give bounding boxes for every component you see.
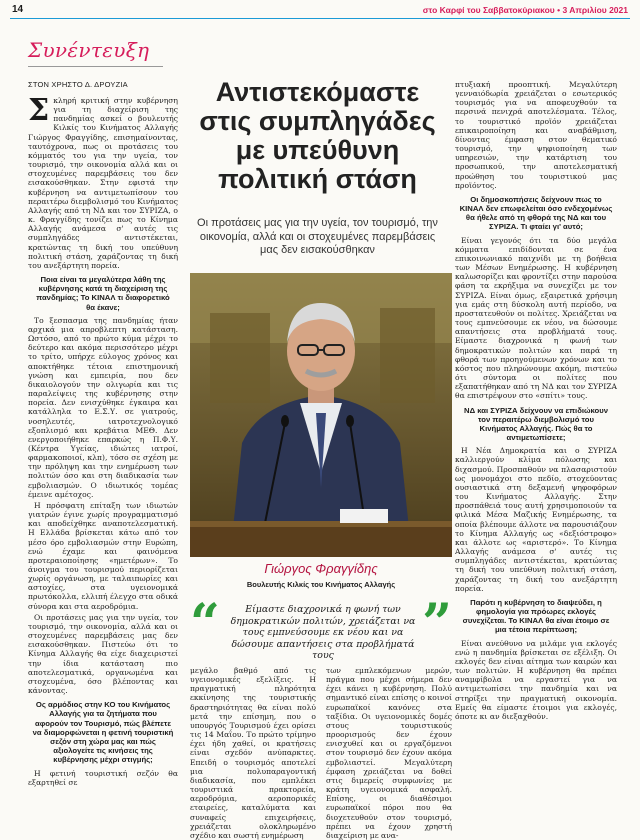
pull-quote-text: Είμαστε διαχρονικά η φωνή των δημοκρατικών πολιτών, χρειάζεται να τους εμπνεύσουμε εκ νέου και να δώσουμε απαντήσεις στα προβλήματά τους bbox=[230, 604, 416, 661]
close-quote-icon: ” bbox=[422, 593, 452, 654]
photo-caption-name: Γιώργος Φραγγίδης bbox=[264, 561, 378, 576]
byline: ΣΤΟΝ ΧΡΗΣΤΟ Δ. ΔΡΟΥΖΙΑ bbox=[28, 80, 128, 89]
section-label: Συνέντευξη bbox=[28, 38, 150, 62]
photo-illustration bbox=[190, 273, 452, 557]
question-5: Παρότι η κυβέρνηση το διαψεύδει, η φημολογία για πρόωρες εκλογές συνεχίζεται. Το ΚΙΝΑΛ θα είναι έτοιμο σε μια τέτοια περίπτωση; bbox=[462, 597, 610, 635]
article-subtitle: Οι προτάσεις μας για την υγεία, τον τουρισμό, την οικονομία, αλλά και οι στοχευμένες παρεμβάσεις μας δεν εισακούσθηκαν bbox=[197, 217, 438, 256]
answer-1-paragraph-3: Οι προτάσεις μας για την υγεία, τον τουρισμό, την οικονομία, αλλά και οι στοχευμένες παρεμβάσεις μας δεν εισακούσθηκαν. Πιστεύω ότι το Κίνημα Αλλαγής θα είχε διαχειριστεί την ίδια κατάσταση πιο αποτελεσματικά, οργανωμένα και στοχευμένα, όσο βλέποντας και κάνοντας. bbox=[28, 612, 178, 696]
question-4: ΝΔ και ΣΥΡΙΖΑ δείχνουν να επιδιώκουν τον περαιτέρω διεμβολισμό του Κινήματος Αλλαγής. Πώς θα το αντιμετωπίσετε; bbox=[464, 405, 608, 443]
bottom-columns bbox=[190, 666, 452, 840]
answer-1-paragraph-2: Η πρόσφατη επίταξη των ιδιωτών γιατρών έγινε χωρίς προγραμματισμό και αποδείχθηκε αναποτελεσματική. Η Ελλάδα βρίσκεται κάτω από τον μέσο όρο εμβολιασμών στην Ευρώπη, ενώ έχαμε και φαινόμενα προτεραιοποίησης «ημετέρων». Το άνοιγμα του τουρισμού περιορίζεται χωρίς οργάνωση, με ταλαιπωρίες και αστοχίες, στα υγειονομικά πρωτόκολλα, ελλιπή έλεγχο στα οδικά σύνορα και στα αεροδρόμια. bbox=[28, 500, 178, 611]
drop-cap: Σ bbox=[28, 93, 50, 128]
answer-2-paragraph: Η φετινή τουριστική σεζόν θα εξαρτηθεί σε bbox=[28, 768, 178, 787]
answer-4-paragraph: Η Νέα Δημοκρατία και ο ΣΥΡΙΖΑ καλλιεργούν κλίμα πόλωσης και διχασμού. Προσπαθούν να πλασαριστούν ως μονομάχοι στο πεδίο, στοχεύοντας ουσιαστικά στη δεξαμενή ψηφοφόρων του Κινήματος Αλλαγής. Στην προσπάθειά τους αυτή χρησιμοποιούν τα φιλικά Μέσα Μαζικής Ενημέρωσης, τα οποία βλέπουμε άλλοτε να παρουσιάζουν το Κίνημα Αλλαγής ως «δεξιόστροφο» και άλλοτε ως «αριστερό». Το Κίνημα Αλλαγής ανάμεσα σ' αυτές τις συμπληγάδες αντιστέκεται, κρατώντας τη δική του υπεύθυνη πολιτική στάση, χαράζοντας τη δική του ανεξάρτητη πορεία. bbox=[455, 446, 617, 593]
photo-caption-role: Βουλευτής Κιλκίς του Κινήματος Αλλαγής bbox=[246, 580, 396, 589]
question-2: Ος αρμόδιος στην ΚΟ του Κινήματος Αλλαγής για τα ζητήματα που αφορούν τον Τουρισμό, πώς βλέπετε να διαμορφώνεται η φετινή τουριστική σεζόν στη χώρα μας και πώς αξιολογείτε τις κινήσεις της κυβέρνησης μέχρι στιγμής; bbox=[32, 700, 174, 765]
page-header bbox=[10, 2, 630, 19]
question-1: Ποια είναι τα μεγαλύτερα λάθη της κυβέρνησης κατά τη διαχείριση της πανδημίας; Το ΚΙΝΑΛ τι διαφορετικό θα έκανε; bbox=[36, 274, 170, 312]
bottom-column-2: των εμπλεκόμενων μερών, πράγμα που μέχρι σήμερα δεν έχει κάνει η κυβέρνηση. Πολύ σημαντικό είναι επίσης ο κοινοί ευρωπαϊκοί κανόνες στα ταξίδια. Οι υγειονομικές δομές στους τουριστικούς προορισμούς δεν έχουν ενισχυθεί και οι εργαζόμενοι στον τουρισμό δεν έχουν ακόμα εμβολιαστεί. Μεγαλύτερη έμφαση χρειάζεται να δοθεί στις διμερείς συμφωνίες με κράτη υγειονομικά ασφαλή. Επίσης, οι διαθέσιμοι ευρωπαϊκοί πόροι που θα διοχετευθούν στον τουρισμό, πρέπει να έχουν χρηστή διαχείριση με ανα- bbox=[326, 666, 452, 840]
column-1 bbox=[28, 93, 178, 794]
answer-5-paragraph: Είναι ανεύθυνο να μιλάμε για εκλογές ενώ η πανδημία βρίσκεται σε εξέλιξη. Οι εκλογές δεν είναι αίτημα των καιρών και των πολιτών. Η κυβέρνηση θα πρέπει αναμφίβολα να εργαστεί για να αντιμετωπίσει την πανδημία και να στηρίξει την πραγματική οικονομία. Εμείς θα είμαστε έτοιμοι για εκλογές, όποτε κι αν διεξαχθούν. bbox=[455, 638, 617, 721]
page-number: 14 bbox=[12, 4, 24, 15]
section-divider bbox=[28, 66, 163, 67]
intro-paragraph: Σκληρή κριτική στην κυβέρνηση για τη διαχείριση της πανδημίας ασκεί ο βουλευτής Κιλκίς του Κινήματος Αλλαγής Γιώργος Φραγγίδης, επισημαίνοντας, ταυτόχρονα, πως οι προτάσεις του κόμματός του για την υγεία, τον τουρισμό, την οικονομία αλλά και οι στοχευμένες παρεμβάσεις του δεν εισακούσθηκαν. Στην εφιστά την κυβέρνηση να αντιμετωπίσουν του περαιτέρω διεμβολισμό του Κινήματος Αλλαγής από τη ΝΔ και τον ΣΥΡΙΖΑ, ο κ. Φραγγίδης τονίζει πως το Κίνημα Αλλαγής ανάμεσα σ' αυτές τις συμπληγάδες αντιστέκεται, κρατώντας τη δική του υπεύθυνη πολιτική στάση, χαράζοντας τη δική του ανεξάρτητη πορεία. bbox=[28, 93, 178, 270]
pull-quote bbox=[190, 593, 452, 664]
column-3 bbox=[455, 80, 617, 794]
portrait-photo bbox=[190, 273, 452, 557]
publication-line: στο Καρφί του Σαββατοκύριακου • 3 Απριλίου 2021 bbox=[422, 5, 628, 15]
question-3: Οι δημοσκοπήσεις δείχνουν πως το ΚΙΝΑΛ δεν επωφελείται όσο ενδεχομένως θα ήθελε από τη φθορά της ΝΔ και του ΣΥΡΙΖΑ. Τι φταίει γι' αυτό; bbox=[459, 194, 613, 232]
answer-1-paragraph: Το ξεσπασμα της πανδημίας ήταν αρχικά μια απροβλεπτη κατάσταση. Ωστόσο, από το πρώτο κύμα μέχρι το δεύτερο και ακόμα περισσότερο μέχρι το τρίτο, υπήρχε εύλογος χρόνος και αποκτήθηκε τέτοια επιστημονική γνώση και εμπειρία, που δεν δικαιολογούν την ολιγωρία και τις παραλείψεις της κυβέρνησης στην πορεία. Δεν ενισχύθηκε έγκαιρα και κατάλληλα το Ε.Σ.Υ. σε γιατρούς, νοσηλευτές, ιατροτεχνολογικό εξοπλισμό και κρεβάτια ΜΕΘ. Δεν ενεργοποιήθηκε επαρκώς η Π.Φ.Υ. (Κέντρα Υγείας, ιδιώτες ιατροί, φαρμακοποιοί, κλπ), τόσο σε σχέση με την πρόληψη και την ενημέρωση των πολιτών όσο και στη διαδικασία των εμβολιασμών. Ο ιδιωτικός τομέας έμεινε αμέτοχος. bbox=[28, 315, 178, 499]
col3-paragraph-1: πτυξιακή προοπτική. Μεγαλύτερη γενναιόδωρία χρειάζεται ο εσωτερικός τουρισμός για να αποφευχθούν τα περσινά πενιχρά αποτελέσματα. Τέλος, το τουριστικό προϊόν χρειάζεται επικαιροποίηση και αναβάθμιση, δίνοντας έμφαση στον θεματικό τουρισμό, την ψηφιοποίηση των υπηρεσιών, την κατάρτιση του προσωπικού, την αποτελεσματική προώθηση του τουριστικού μας προϊόντος. bbox=[455, 80, 617, 190]
open-quote-icon: “ bbox=[190, 593, 220, 654]
bottom-column-1: μεγάλο βαθμό από τις υγειονομικές εξελίξεις. Η πραγματική πληρότητα εκκίνησης της τουριστικής δραστηριότητας θα είναι πολύ μετά την επίσημη, που ο υπουργός Τουρισμού έχει ορίσει τις 14 Μαΐου. Το πρώτο τρίμηνο έχει ήδη χαθεί, οι κρατήσεις είναι σχεδόν ανύπαρκτες. Επειδή ο τουρισμός αποτελεί μια πολυπαραγοντική διαδικασία, που εμπλέκει τουριστικά πρακτορεία, αεροδρόμια, αεροπορικές εταιρείες, καταλύματα και συναφείς επιχειρήσεις, χρειάζεται ολοκληρωμένο σχέδιο και σωστή ενημέρωση bbox=[190, 666, 316, 840]
article-title: Αντιστεκόμαστε στις συμπληγάδες με υπεύθυνη πολιτική στάση bbox=[199, 77, 436, 194]
answer-3-paragraph: Είναι γεγονός ότι τα δύο μεγάλα κόμματα επιδίδονται σε ένα επικοινωνιακό παιχνίδι με τη βοήθεια των Μέσων Ενημέρωσης. Η κυβέρνηση καλωσορίζει και φροντίζει στην παρούσα φάση τα εκρήξιμα να συνεχίζει με τον ΣΥΡΙΖΑ. Είναι όμως, εξαιρετικά χρήσιμη για εμάς στη δύσκολη αυτή περίοδο, να προστατευθούν οι πολίτες. Χρειάζεται να τους εμπνεύσουμε εκ νέου, να δώσουμε απαντήσεις στα προβλήματά τους. Είμαστε διαχρονικά η φωνή των δημοκρατικών πολιτών και παρά τη φθορά των προηγούμενων χρόνων και το κόστος που πληρώνουμε ακόμη, πιστεύω ότι σύντομα οι πολίτες που εξαπατήθηκαν από τη ΝΔ και τον ΣΥΡΙΖΑ θα επιστρέψουν στο «σπίτι» τους. bbox=[455, 235, 617, 401]
